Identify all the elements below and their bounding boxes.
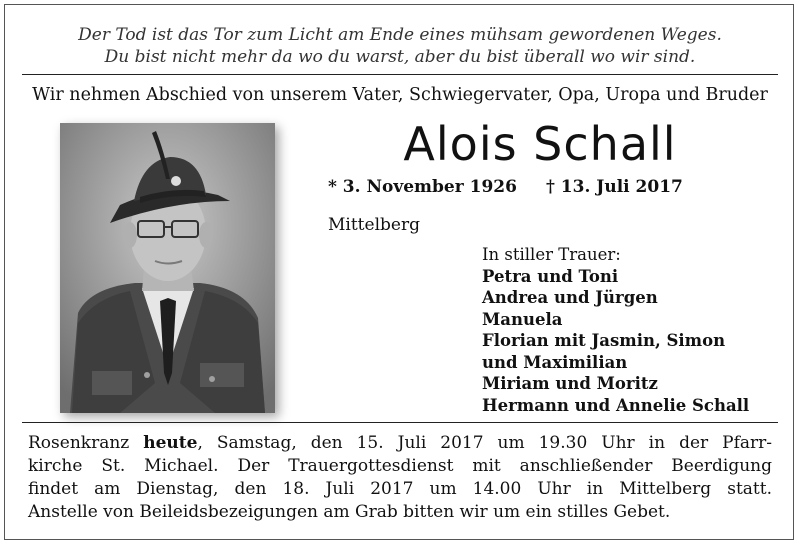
mourner-name: Manuela — [482, 309, 563, 329]
notice-today: heute — [143, 433, 198, 453]
portrait-photo — [60, 123, 275, 413]
service-notice — [28, 432, 772, 524]
deceased-name: Alois Schall — [403, 117, 677, 171]
mourner-name: Miriam und Moritz — [482, 374, 658, 393]
notice-line-4: Anstelle von Beileidsbezeigungen am Grab bitten wir um ein stilles Gebet. — [28, 502, 671, 522]
notice-line-2: kirche St. Michael. Der Trauergottesdienst mit anschließender Beerdigung — [28, 456, 772, 476]
farewell-text: Wir nehmen Abschied von unserem Vater, Schwiegervater, Opa, Uropa und Bruder — [32, 85, 768, 105]
divider-top — [22, 74, 778, 75]
residence: Mittelberg — [328, 215, 420, 235]
birth-date: * 3. November 1926 — [328, 177, 517, 197]
mourners-list — [482, 244, 782, 416]
quote-line-1: Der Tod ist das Tor zum Licht am Ende eines mühsam gewordenen Weges. — [78, 25, 722, 45]
notice-line-1: Rosenkranz heute, Samstag, den 15. Juli 2017 um 19.30 Uhr in der Pfarr- — [28, 433, 772, 453]
notice-line-3: findet am Dienstag, den 18. Juli 2017 um 14.00 Uhr in Mittelberg statt. — [28, 479, 772, 499]
mourner-name: Hermann und Annelie Schall — [482, 395, 750, 415]
mourner-name: Andrea und Jürgen — [482, 288, 658, 307]
divider-bottom — [22, 422, 778, 423]
mourner-name: Florian mit Jasmin, Simon — [482, 331, 726, 350]
mourner-name: Petra und Toni — [482, 266, 619, 286]
quote-line-2: Du bist nicht mehr da wo du warst, aber du bist überall wo wir sind. — [104, 47, 696, 67]
mourners-heading: In stiller Trauer: — [482, 245, 621, 264]
mourner-name: und Maximilian — [482, 352, 628, 372]
death-date: † 13. Juli 2017 — [546, 177, 683, 197]
